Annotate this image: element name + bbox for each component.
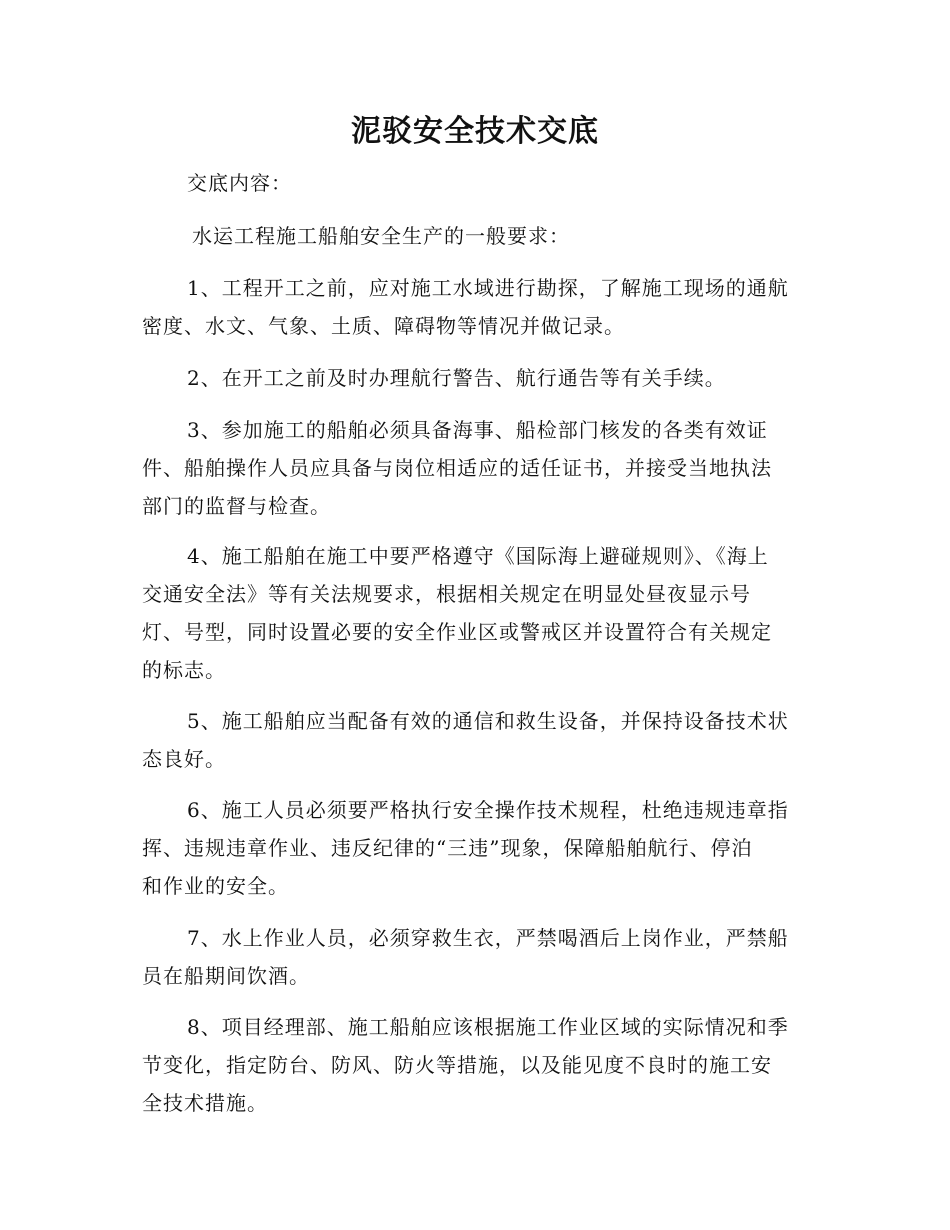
paragraph-line: 件、船舶操作人员应具备与岗位相适应的适任证书，并接受当地执法 [142,456,772,480]
paragraph-line: 部门的监督与检查。 [142,494,331,518]
paragraph-line: 灯、号型，同时设置必要的安全作业区或警戒区并设置符合有关规定 [142,620,772,644]
section-label: 交底内容： [187,171,292,195]
paragraph-line: 4、施工船舶在施工中要严格遵守《国际海上避碰规则》、《海上 [187,544,769,568]
paragraph-line: 态良好。 [142,747,226,771]
requirements-heading: 水运工程施工船舶安全生产的一般要求： [192,224,570,248]
paragraph-line: 节变化，指定防台、防风、防火等措施，以及能见度不良时的施工安 [142,1053,772,1077]
paragraph-line: 6、施工人员必须要严格执行安全操作技术规程，杜绝违规违章指 [187,798,789,822]
paragraph-line: 密度、水文、气象、土质、障碍物等情况并做记录。 [142,314,625,338]
paragraph-line: 1、工程开工之前，应对施工水域进行勘探，了解施工现场的通航 [187,276,789,300]
paragraph-line: 2、在开工之前及时办理航行警告、航行通告等有关手续。 [187,366,726,390]
paragraph-line: 交通安全法》等有关法规要求，根据相关规定在明显处昼夜显示号 [142,582,751,606]
paragraph-line: 8、项目经理部、施工船舶应该根据施工作业区域的实际情况和季 [187,1015,789,1039]
paragraph-line: 5、施工船舶应当配备有效的通信和救生设备，并保持设备技术状 [187,709,789,733]
paragraph-line: 员在船期间饮酒。 [142,964,310,988]
document-title: 泥驳安全技术交底 [351,114,599,149]
paragraph-line: 7、水上作业人员，必须穿救生衣，严禁喝酒后上岗作业，严禁船 [187,926,789,950]
paragraph-line: 和作业的安全。 [142,874,289,898]
paragraph-line: 挥、违规违章作业、违反纪律的“三违”现象，保障船舶航行、停泊 [142,836,753,860]
paragraph-line: 的标志。 [142,658,226,682]
paragraph-line: 全技术措施。 [142,1091,268,1115]
paragraph-line: 3、参加施工的船舶必须具备海事、船检部门核发的各类有效证 [187,418,768,442]
